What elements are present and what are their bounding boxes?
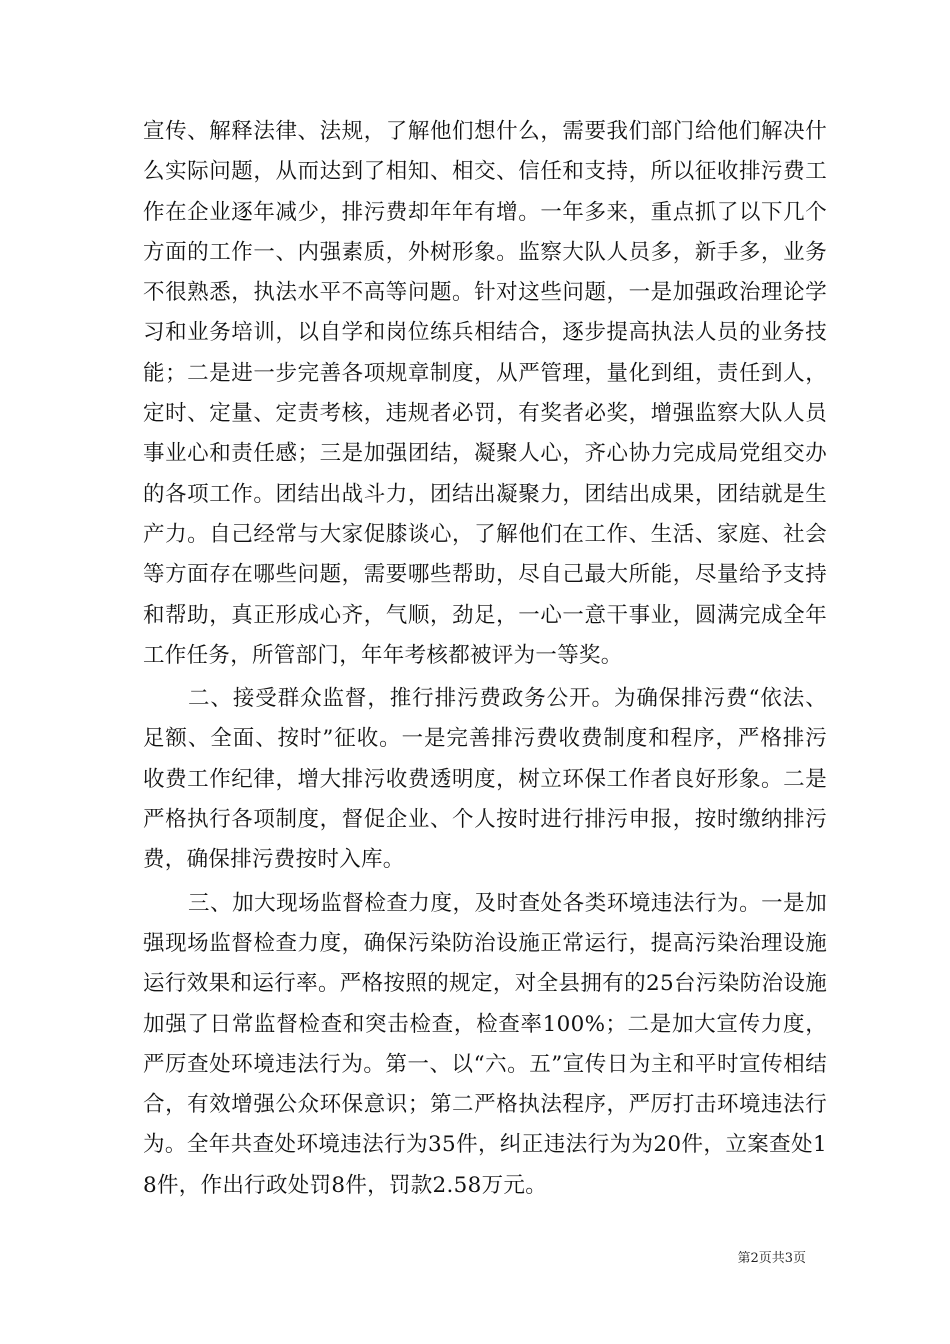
- paragraph-2: 二、接受群众监督，推行排污费政务公开。为确保排污费“依法、足额、全面、按时”征收。一是完善排污费收费制度和程序，严格排污收费工作纪律，增大排污收费透明度，树立环保工作者良好形象。二是严格执行各项制度，督促企业、个人按时进行排污申报，按时缴纳排污费，确保排污费按时入库。: [143, 686, 827, 873]
- paragraph-1: 宣传、解释法律、法规，了解他们想什么，需要我们部门给他们解决什么实际问题，从而达到了相知、相交、信任和支持，所以征收排污费工作在企业逐年减少，排污费却年年有增。一年多来，重点抓了以下几个方面的工作一、内强素质，外树形象。监察大队人员多，新手多，业务不很熟悉，执法水平不高等问题。针对这些问题，一是加强政治理论学习和业务培训，以自学和岗位练兵相结合，逐步提高执法人员的业务技能；二是进一步完善各项规章制度，从严管理，量化到组，责任到人，定时、定量、定责考核，违规者必罚，有奖者必奖，增强监察大队人员事业心和责任感；三是加强团结，凝聚人心，齐心协力完成局党组交办的各项工作。团结出战斗力，团结出凝聚力，团结出成果，团结就是生产力。自己经常与大家促膝谈心，了解他们在工作、生活、家庭、社会等方面存在哪些问题，需要哪些帮助，尽自己最大所能，尽量给予支持和帮助，真正形成心齐，气顺，劲足，一心一意干事业，圆满完成全年工作任务，所管部门，年年考核都被评为一等奖。: [143, 119, 827, 668]
- document-body: [143, 112, 827, 1206]
- page-number-footer: 第2页共3页: [737, 1251, 806, 1266]
- paragraph-3: 三、加大现场监督检查力度，及时查处各类环境违法行为。一是加强现场监督检查力度，确保污染防治设施正常运行，提高污染治理设施运行效果和运行率。严格按照的规定，对全县拥有的25台污染防治设施加强了日常监督检查和突击检查，检查率100%；二是加大宣传力度，严厉查处环境违法行为。第一、以“六。五”宣传日为主和平时宣传相结合，有效增强公众环保意识；第二严格执法程序，严厉打击环境违法行为。全年共查处环境违法行为35件，纠正违法行为为20件，立案查处18件，作出行政处罚8件，罚款2.58万元。: [143, 890, 827, 1198]
